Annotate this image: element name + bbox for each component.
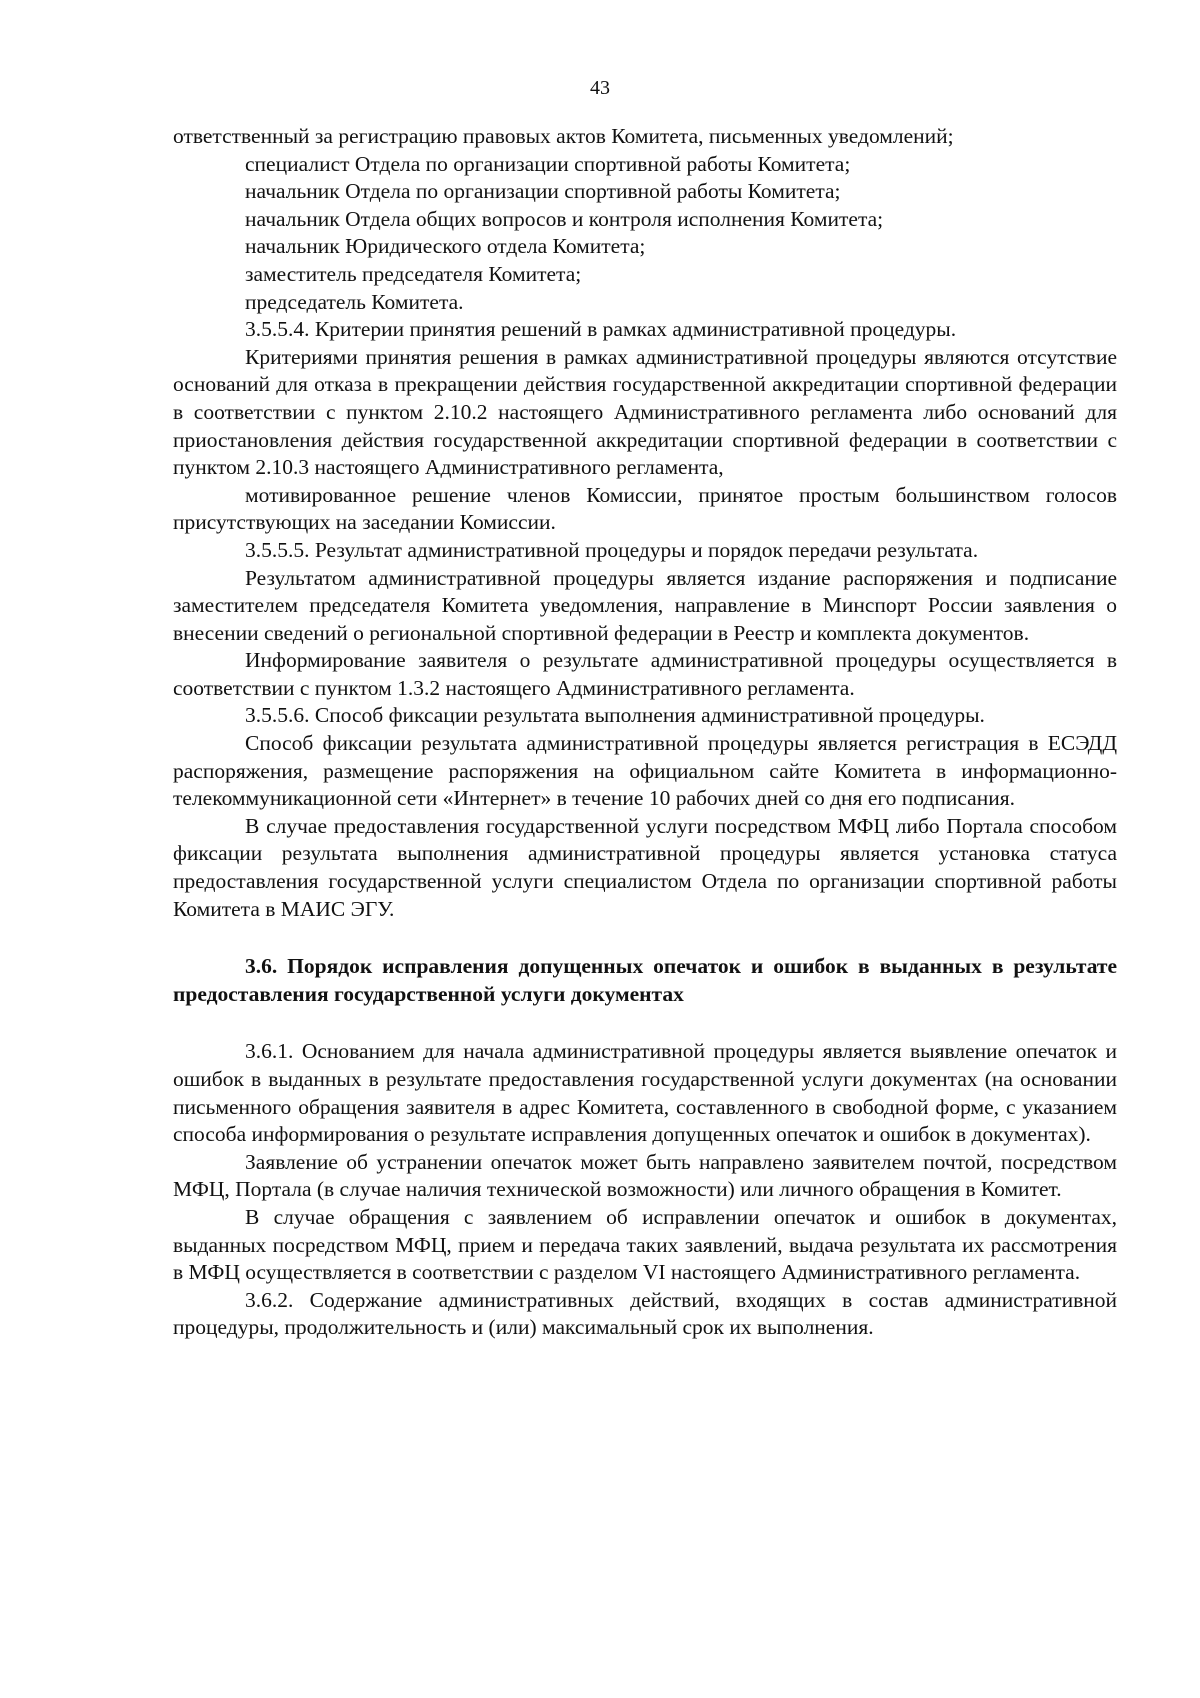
paragraph: Результатом административной процедуры является издание распоряжения и подписание заместителем председателя Комитета уведомления, направление в Минспорт России заявления о внесении сведений о региональной спортивной федерации в Реестр и комплекта документов.: [173, 565, 1117, 645]
paragraph: ответственный за регистрацию правовых актов Комитета, письменных уведомлений;: [173, 124, 954, 148]
paragraph: Способ фиксации результата административной процедуры является регистрация в ЕСЭДД распоряжения, размещение распоряжения на официальном сайте Комитета в информационно-телекоммуникационной сети «Интернет» в течение 10 рабочих дней со дня его подписания.: [173, 731, 1117, 811]
paragraph: Критериями принятия решения в рамках административной процедуры являются отсутствие оснований для отказа в прекращении действия государственной аккредитации спортивной федерации в соответствии с пунктом 2.10.2 настоящего Административного регламента либо оснований для приостановления действия государственной аккредитации спортивной федерации в соответствии с пунктом 2.10.3 настоящего Административного регламента,: [173, 344, 1117, 480]
paragraph: заместитель председателя Комитета;: [245, 261, 582, 286]
paragraph: мотивированное решение членов Комиссии, принятое простым большинством голосов присутствующих на заседании Комиссии.: [173, 482, 1117, 535]
paragraph: 3.6.2. Содержание административных действий, входящих в состав административной процедуры, продолжительность и (или) максимальный срок их выполнения.: [173, 1287, 1117, 1340]
clause-heading: 3.5.5.6. Способ фиксации результата выполнения административной процедуры.: [245, 703, 985, 728]
clause-heading: 3.5.5.4. Критерии принятия решений в рамках административной процедуры.: [245, 317, 957, 342]
paragraph: начальник Отдела по организации спортивной работы Комитета;: [245, 179, 841, 204]
paragraph: начальник Юридического отдела Комитета;: [245, 234, 646, 259]
paragraph: председатель Комитета.: [245, 289, 464, 314]
paragraph: 3.6.1. Основанием для начала административной процедуры является выявление опечаток и ошибок в выданных в результате предоставления государственной услуги документах (на основании письменного обращения заявителя в адрес Комитета, составленного в свободной форме, с указанием способа информирования о результате исправления допущенных опечаток и ошибок в документах).: [173, 1039, 1117, 1147]
paragraph: Заявление об устранении опечаток может быть направлено заявителем почтой, посредством МФЦ, Портала (в случае наличия технической возможности) или личного обращения в Комитет.: [173, 1149, 1117, 1202]
paragraph: начальник Отдела общих вопросов и контроля исполнения Комитета;: [245, 206, 884, 231]
page-number: 43: [590, 77, 610, 99]
clause-heading: 3.5.5.5. Результат административной процедуры и порядок передачи результата.: [245, 537, 979, 562]
paragraph: В случае предоставления государственной услуги посредством МФЦ либо Портала способом фиксации результата выполнения административной процедуры является установка статуса предоставления государственной услуги специалистом Отдела по организации спортивной работы Комитета в МАИС ЭГУ.: [173, 813, 1117, 921]
document-body: [173, 123, 1117, 1342]
section-heading: 3.6. Порядок исправления допущенных опечаток и ошибок в выданных в результате предоставления государственной услуги документах: [173, 954, 1117, 1006]
paragraph: В случае обращения с заявлением об исправлении опечаток и ошибок в документах, выданных посредством МФЦ, прием и передача таких заявлений, выдача результата их рассмотрения в МФЦ осуществляется в соответствии с разделом VI настоящего Административного регламента.: [173, 1204, 1117, 1285]
paragraph: специалист Отдела по организации спортивной работы Комитета;: [245, 151, 851, 176]
paragraph: Информирование заявителя о результате административной процедуры осуществляется в соответствии с пунктом 1.3.2 настоящего Административного регламента.: [173, 648, 1117, 700]
